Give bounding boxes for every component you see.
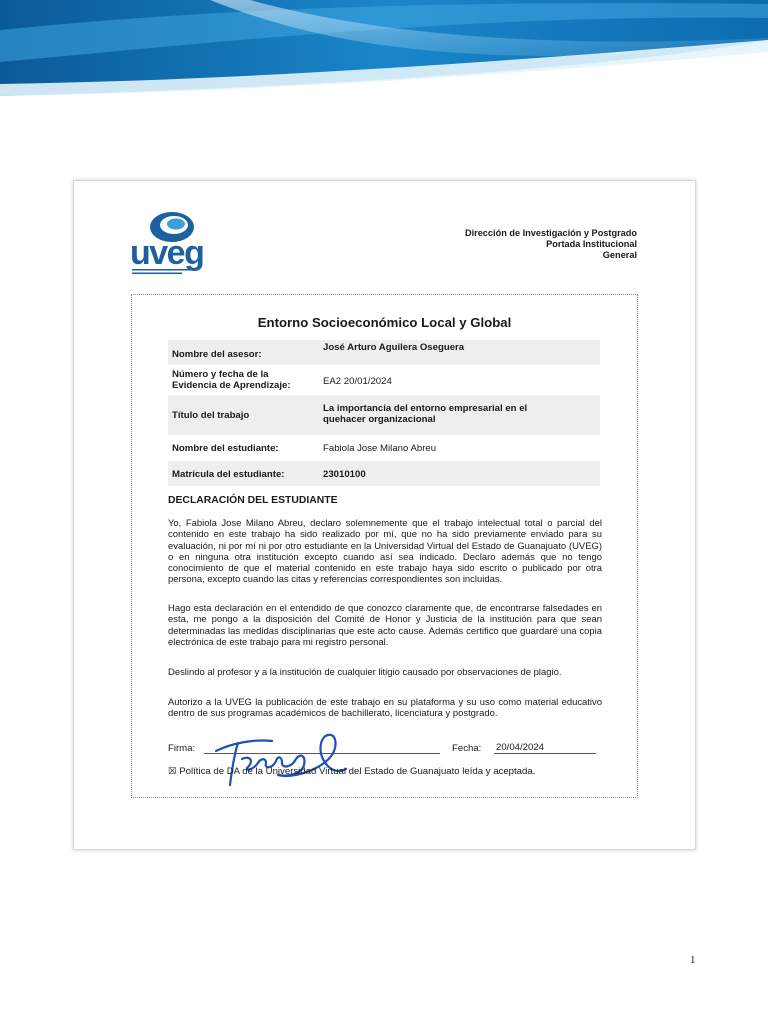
field-value: 23010100 (323, 469, 366, 480)
field-row-matricula (168, 461, 600, 486)
declaration-paragraph-1: Yo, Fabiola Jose Milano Abreu, declaro solemnemente que el trabajo intelectual total o parcial del contenido en este trabajo ha sido realizado por mí, que no ha sido previamente enviado para su evaluación, ni por mí ni por otro estudiante en la Universidad Virtual del Estado de Guanajuato (UVEG) o en ninguna otra institución excepto cuando así sea indicado. Declaro además que no tengo conocimiento de que el material contenido en este trabajo haya sido escrito o publicado por otra persona, excepto cuando las citas y referencias correspondientes son incluidas. (168, 518, 602, 586)
institution-line-3: General (602, 250, 637, 260)
form-title: Entorno Socioeconómico Local y Global (257, 315, 512, 330)
policy-acceptance: ☒ Política de DA de la Universidad Virtual del Estado de Guanajuato leída y aceptada. (168, 766, 536, 777)
field-row-evidencia (168, 367, 600, 393)
field-label-line-1: Número y fecha de la (172, 369, 269, 380)
field-label: Título del trabajo (172, 410, 250, 421)
logo-text: uveg (130, 234, 204, 272)
institution-line-1: Dirección de Investigación y Postgrado (464, 228, 637, 238)
field-value: José Arturo Aguilera Oseguera (323, 342, 465, 353)
field-label: Nombre del asesor: (172, 349, 262, 360)
page-number: 1 (690, 954, 696, 966)
field-value: EA2 20/01/2024 (323, 376, 392, 387)
field-value-line-2: quehacer organizacional (323, 414, 436, 425)
institution-header (465, 228, 637, 261)
form-frame (131, 294, 638, 798)
firma-label: Firma: (168, 743, 196, 754)
declaration-paragraph-3: Deslindo al profesor y a la institución de cualquier litigio causado por observaciones de plagio. (168, 667, 562, 678)
declaration-paragraph-2: Hago esta declaración en el entendido de que conozco claramente que, de encontrarse falsedades en esta, me pongo a la disposición del Comité de Honor y Justicia de la institución para que sean determinadas las medidas disciplinarias que este acto cause. Además certifico que guardaré una copia electrónica de este trabajo para mi registro personal. (168, 603, 602, 648)
field-label: Matrícula del estudiante: (172, 469, 285, 480)
field-label: Nombre del estudiante: (172, 443, 279, 454)
field-row-estudiante (168, 437, 600, 459)
field-value-line-1: La importancia del entorno empresarial en el (323, 403, 528, 414)
declaration-heading: DECLARACIÓN DEL ESTUDIANTE (168, 495, 338, 506)
declaration-paragraph-4: Autorizo a la UVEG la publicación de este trabajo en su plataforma y su uso como material educativo dentro de sus programas académicos de bachillerato, licenciatura y postgrado. (168, 697, 602, 720)
institution-line-2: Portada Institucional (546, 239, 637, 249)
field-row-asesor (168, 340, 600, 365)
handwritten-signature (202, 725, 352, 787)
field-row-titulo (168, 395, 600, 435)
header-banner (0, 0, 768, 96)
fecha-value: 20/04/2024 (496, 742, 545, 753)
fecha-line (494, 753, 596, 754)
fecha-label: Fecha: (452, 743, 482, 754)
declaration-document (73, 180, 696, 850)
field-value: Fabiola Jose Milano Abreu (323, 443, 437, 454)
field-label-line-2: Evidencia de Aprendizaje: (172, 380, 291, 391)
